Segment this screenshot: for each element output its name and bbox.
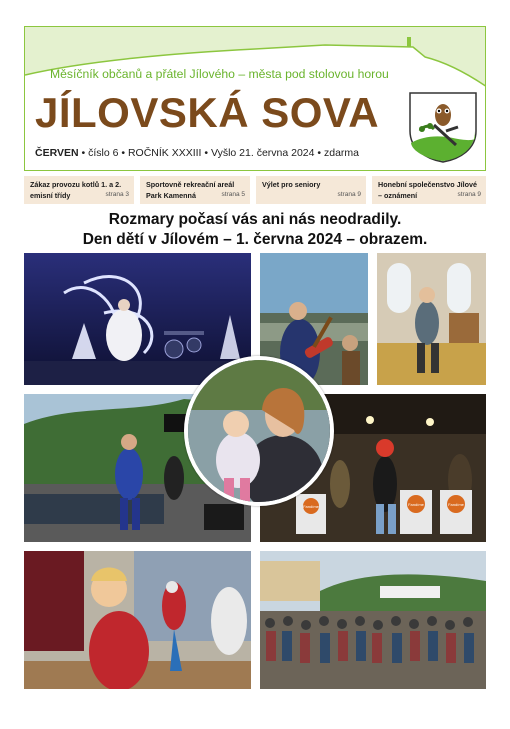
teaser-bar bbox=[24, 176, 486, 204]
photo-stage-dancer bbox=[24, 253, 251, 385]
photo-girl-parrot bbox=[24, 551, 251, 689]
teaser-text: Výlet pro seniory bbox=[262, 180, 321, 189]
headline bbox=[24, 210, 486, 250]
teaser-text: Sportovně rekreační areál Park Kamenná bbox=[146, 180, 235, 200]
teaser-text: Zákaz provozu kotlů 1. a 2. emisní třídy bbox=[30, 180, 122, 200]
photo-boy-hall bbox=[377, 253, 486, 385]
photo-mother-child-circle bbox=[184, 356, 334, 506]
teaser-text: Honební společenstvo Jílové – oznámení bbox=[378, 180, 478, 200]
masthead bbox=[24, 26, 486, 171]
headline-line-1: Rozmary počasí vás ani nás neodradily. bbox=[108, 211, 402, 228]
teaser-item[interactable] bbox=[256, 176, 366, 204]
teaser-item[interactable] bbox=[372, 176, 486, 204]
teaser-item[interactable] bbox=[140, 176, 250, 204]
drum-label: Fandíme bbox=[303, 504, 319, 509]
masthead-title: JÍLOVSKÁ SOVA bbox=[35, 89, 380, 136]
teaser-page: strana 9 bbox=[337, 191, 361, 198]
issue-details: • číslo 6 • ROČNÍK XXXIII • Vyšlo 21. června 2024 • zdarma bbox=[78, 147, 360, 159]
teaser-page: strana 3 bbox=[105, 191, 129, 198]
drum-label: Fandíme bbox=[448, 502, 464, 507]
photo-festival-crowd bbox=[260, 551, 486, 689]
teaser-page: strana 5 bbox=[221, 191, 245, 198]
drum-label: Fandíme bbox=[408, 502, 424, 507]
teaser-page: strana 9 bbox=[457, 191, 481, 198]
headline-line-2: Den dětí v Jílovém – 1. června 2024 – obrazem. bbox=[82, 231, 428, 248]
issue-month: ČERVEN bbox=[35, 147, 79, 159]
masthead-subtitle: Měsíčník občanů a přátel Jílového – města pod stolovou horou bbox=[50, 67, 389, 81]
owl-crest-icon bbox=[408, 91, 478, 163]
issue-line bbox=[35, 147, 359, 159]
teaser-item[interactable] bbox=[24, 176, 134, 204]
